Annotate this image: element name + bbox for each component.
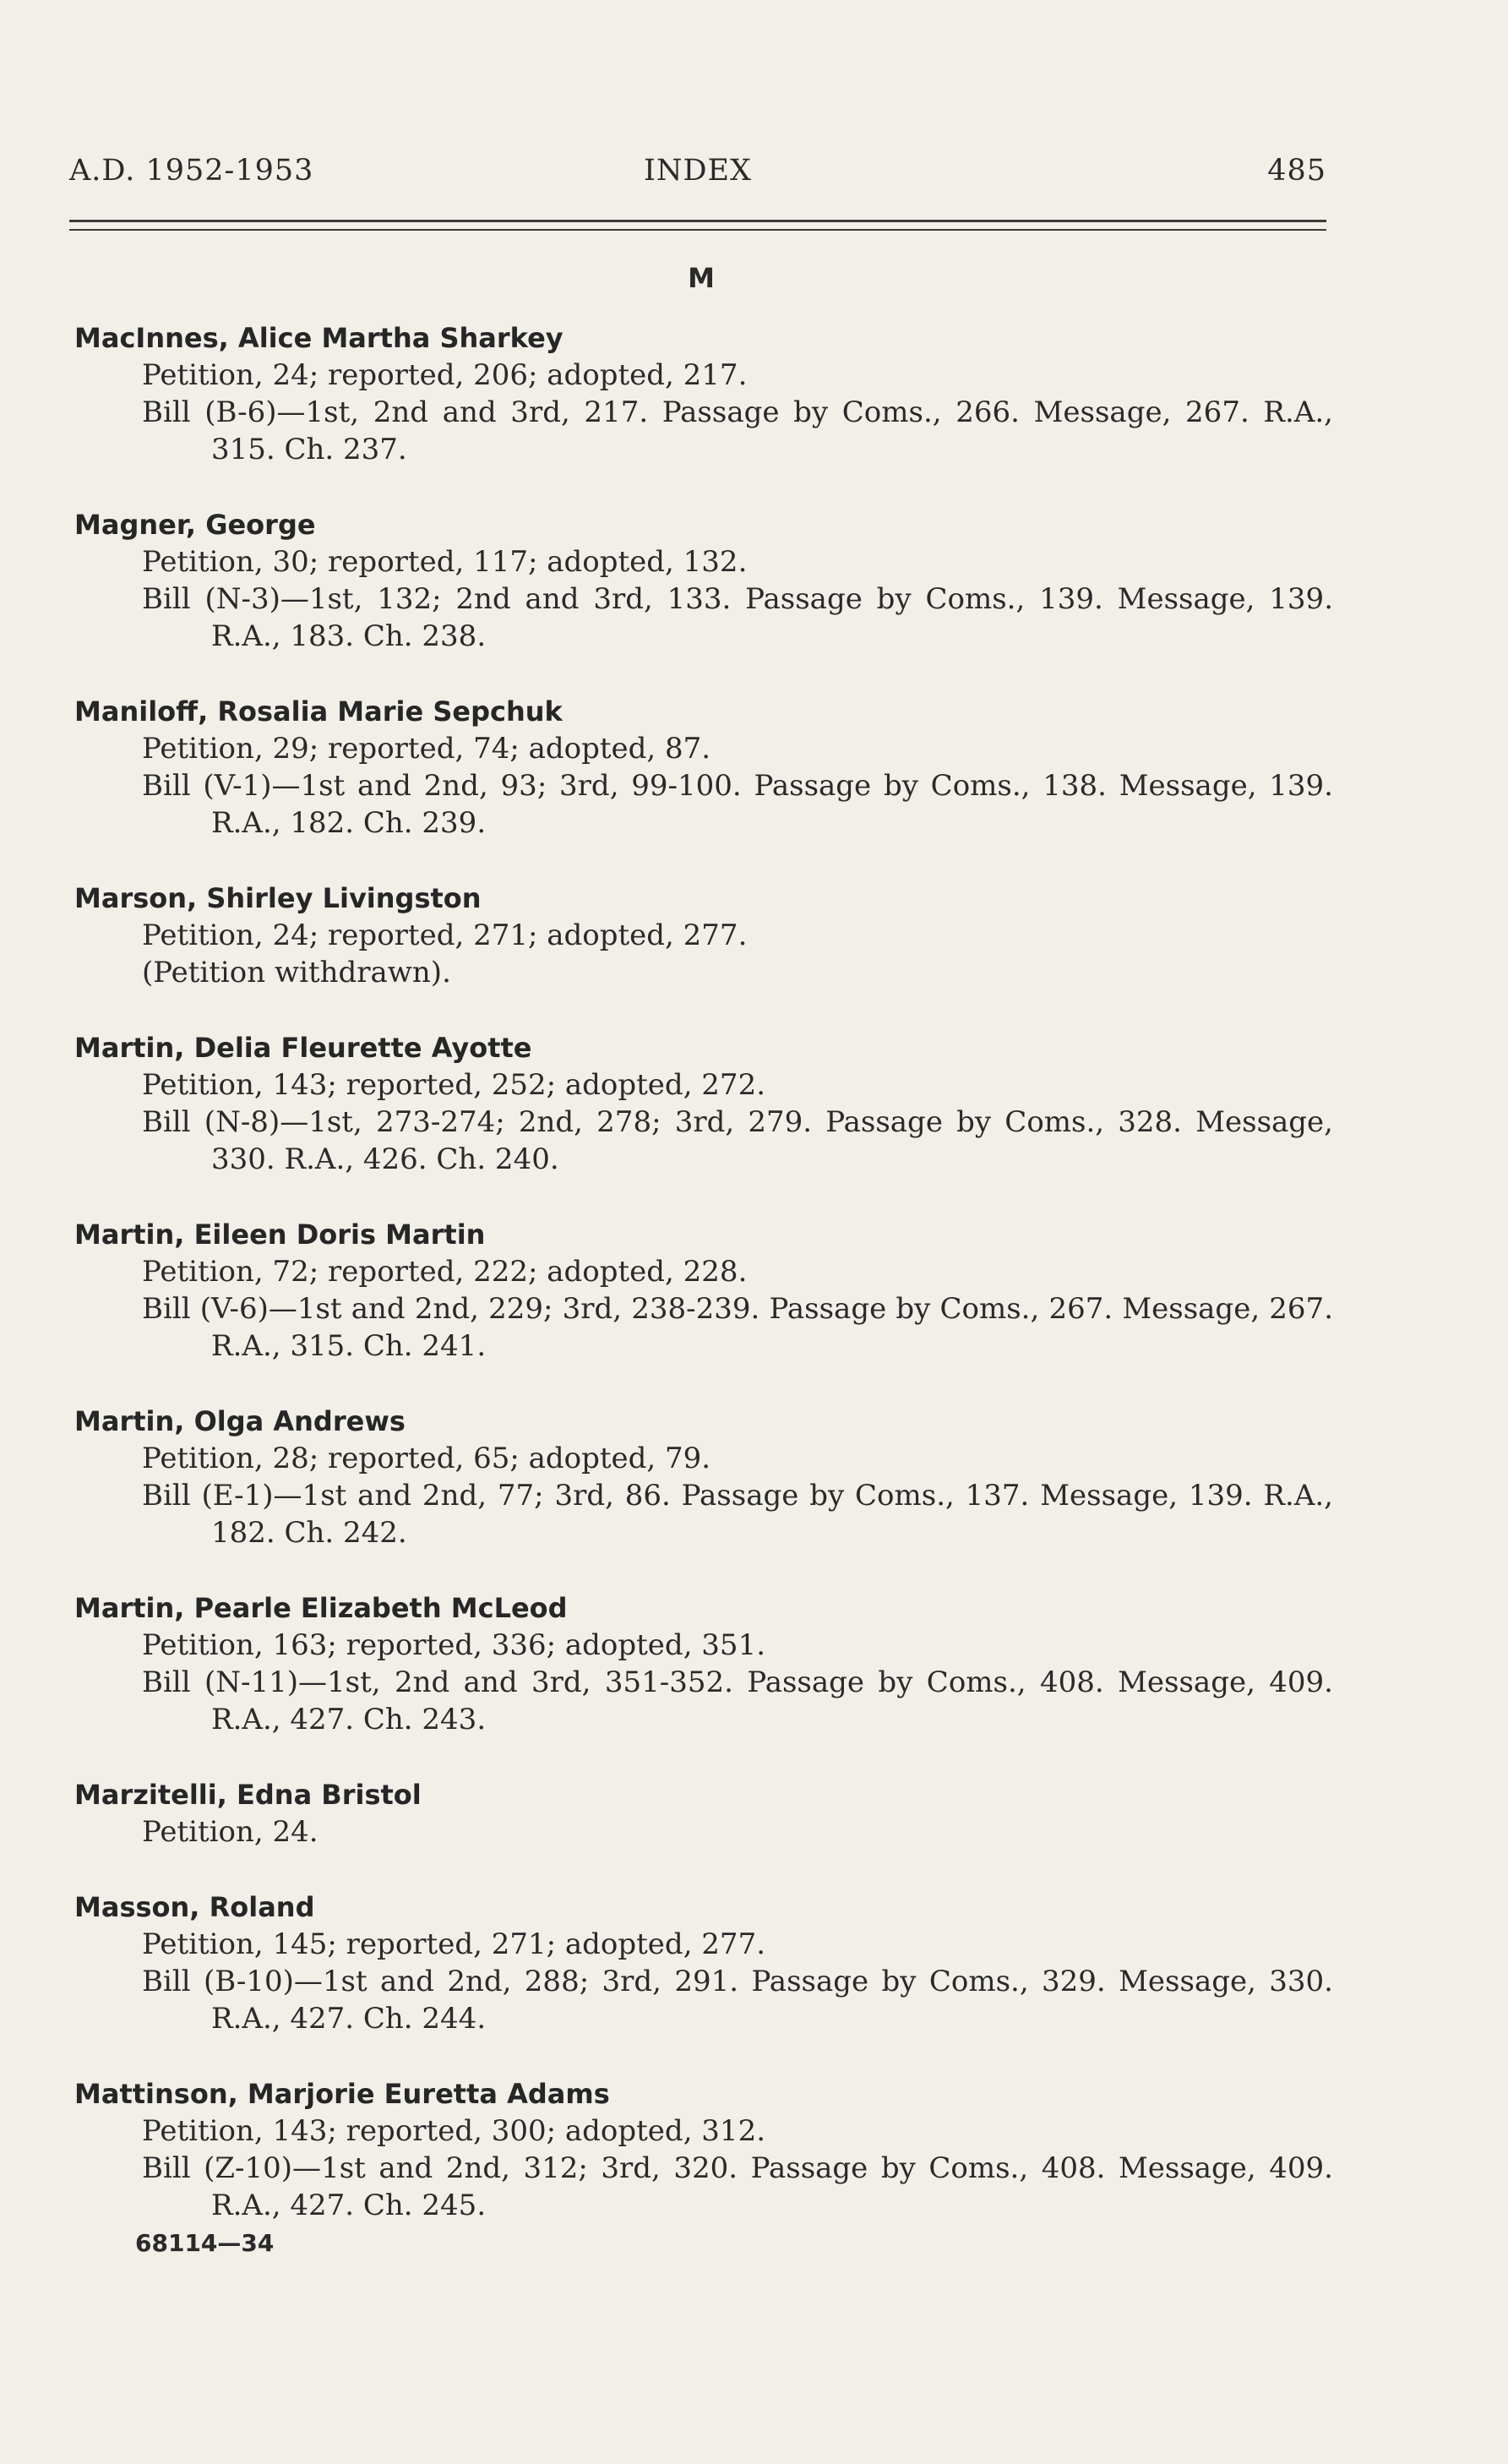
entry-petition: Petition, 24. [142, 1815, 318, 1849]
index-entry [74, 319, 1333, 468]
entry-name: Marzitelli, Edna Bristol [74, 1779, 422, 1811]
index-entry [74, 1216, 1333, 1365]
running-head [69, 154, 1326, 196]
index-entry [74, 693, 1333, 842]
entry-bill: (Petition withdrawn). [142, 956, 451, 989]
entry-bill: Bill (V-1)—1st and 2nd, 93; 3rd, 99-100. Passage by Coms., 138. Message, 139. R.A., 182. Ch. 239. [142, 769, 1333, 840]
index-entry [74, 506, 1333, 655]
index-entry [74, 1403, 1333, 1551]
entry-name: Martin, Delia Fleurette Ayotte [74, 1032, 532, 1064]
entry-name: Martin, Olga Andrews [74, 1405, 406, 1437]
section-letter: M [688, 262, 715, 294]
entry-bill: Bill (B-6)—1st, 2nd and 3rd, 217. Passage by Coms., 266. Message, 267. R.A., 315. Ch. 237. [142, 395, 1333, 466]
entry-bill: Bill (N-3)—1st, 132; 2nd and 3rd, 133. Passage by Coms., 139. Message, 139. R.A., 183. Ch. 238. [142, 582, 1333, 653]
page-number: 485 [1267, 154, 1326, 188]
entry-petition: Petition, 163; reported, 336; adopted, 351. [142, 1628, 766, 1662]
index-entry [74, 1589, 1333, 1738]
header-title: INDEX [644, 154, 752, 188]
entry-bill: Bill (N-11)—1st, 2nd and 3rd, 351-352. Passage by Coms., 408. Message, 409. R.A., 427. Ch. 243. [142, 1665, 1333, 1736]
entry-name: MacInnes, Alice Martha Sharkey [74, 322, 563, 354]
entry-bill: Bill (V-6)—1st and 2nd, 229; 3rd, 238-239. Passage by Coms., 267. Message, 267. R.A., 315. Ch. 241. [142, 1292, 1333, 1363]
entry-bill: Bill (N-8)—1st, 273-274; 2nd, 278; 3rd, 279. Passage by Coms., 328. Message, 330. R.A., 426. Ch. 240. [142, 1105, 1333, 1176]
entry-bill: Bill (B-10)—1st and 2nd, 288; 3rd, 291. Passage by Coms., 329. Message, 330. R.A., 427. Ch. 244. [142, 1965, 1333, 2036]
index-entry [74, 1889, 1333, 2037]
entry-petition: Petition, 145; reported, 271; adopted, 277. [142, 1927, 766, 1961]
entry-bill: Bill (Z-10)—1st and 2nd, 312; 3rd, 320. Passage by Coms., 408. Message, 409. R.A., 427. Ch. 245. [142, 2151, 1333, 2222]
entry-name: Maniloff, Rosalia Marie Sepchuk [74, 695, 563, 728]
entry-petition: Petition, 28; reported, 65; adopted, 79. [142, 1442, 711, 1475]
entry-petition: Petition, 30; reported, 117; adopted, 132. [142, 545, 748, 579]
entry-petition: Petition, 29; reported, 74; adopted, 87. [142, 732, 711, 766]
entry-petition: Petition, 143; reported, 252; adopted, 272. [142, 1068, 766, 1102]
entry-name: Martin, Eileen Doris Martin [74, 1218, 486, 1251]
header-years: A.D. 1952-1953 [69, 154, 314, 188]
index-entry [74, 1776, 1333, 1851]
entry-name: Marson, Shirley Livingston [74, 882, 482, 914]
printer-code: 68114—34 [135, 2229, 275, 2257]
entry-petition: Petition, 143; reported, 300; adopted, 312. [142, 2114, 766, 2148]
index-entry [74, 2075, 1333, 2224]
header-rule-bottom [69, 229, 1326, 231]
index-entry [74, 880, 1333, 991]
entry-petition: Petition, 24; reported, 206; adopted, 217. [142, 358, 748, 392]
entry-petition: Petition, 72; reported, 222; adopted, 228. [142, 1255, 748, 1289]
entry-petition: Petition, 24; reported, 271; adopted, 277. [142, 919, 748, 952]
entry-name: Masson, Roland [74, 1891, 315, 1923]
index-entry [74, 1029, 1333, 1178]
entry-name: Martin, Pearle Elizabeth McLeod [74, 1592, 568, 1624]
index-entries [74, 319, 1333, 2262]
entry-name: Mattinson, Marjorie Euretta Adams [74, 2078, 610, 2110]
entry-name: Magner, George [74, 509, 316, 541]
header-rule-top [69, 220, 1326, 222]
entry-bill: Bill (E-1)—1st and 2nd, 77; 3rd, 86. Passage by Coms., 137. Message, 139. R.A., 182. Ch. 242. [142, 1479, 1333, 1550]
